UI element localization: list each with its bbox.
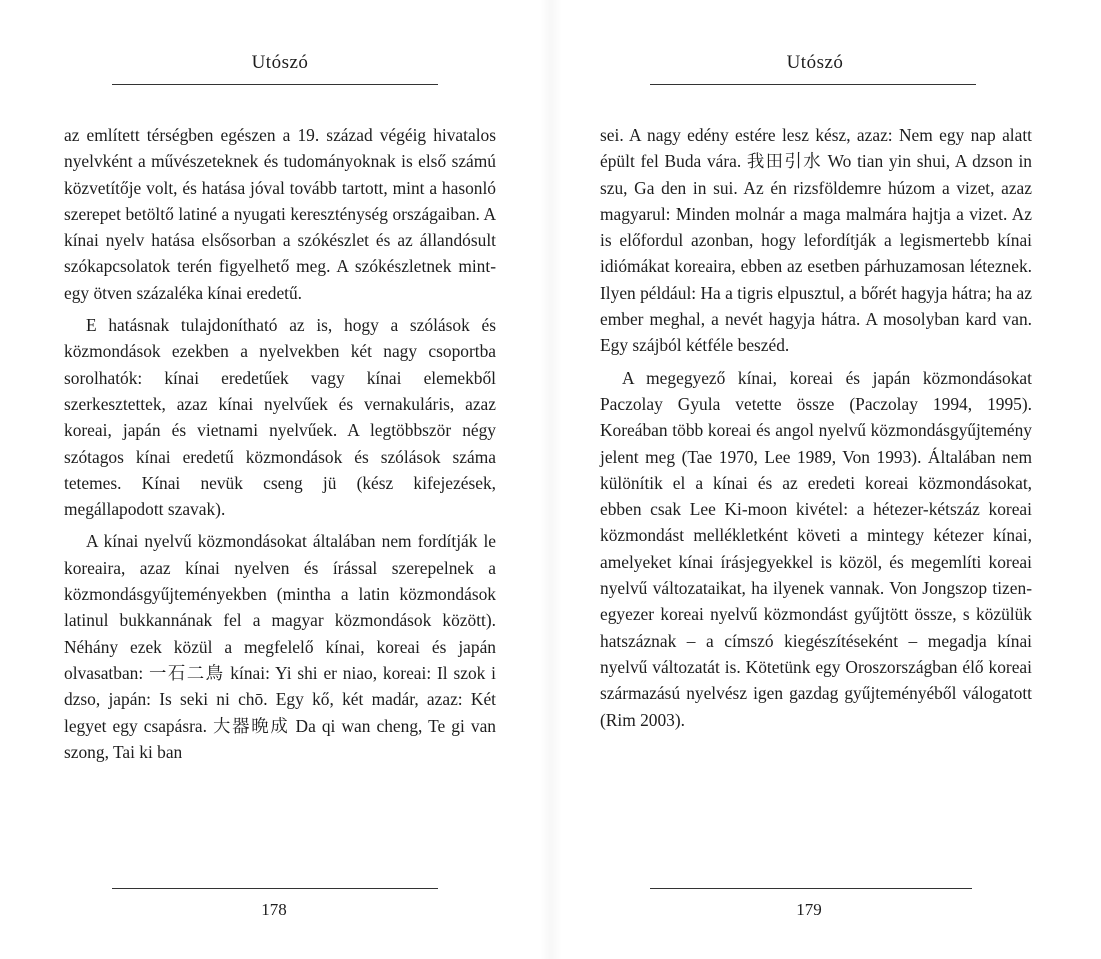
page-number: 178 bbox=[261, 900, 287, 919]
header-rule bbox=[112, 84, 438, 85]
page-body bbox=[64, 122, 496, 765]
page-body bbox=[600, 122, 1032, 733]
page-number: 179 bbox=[796, 900, 822, 919]
left-page bbox=[60, 0, 500, 959]
header-rule bbox=[650, 84, 976, 85]
paragraph: az említett térségben egészen a 19. század végéig hivatalos nyelvként a művészeteknek és tudományoknak is első számú közvetítője volt, és hatása jóval tovább tartott, mint a hasonló szerepet betöltő latiné a nyugati kereszténység országaiban. A kínai nyelv hatása elsősorban a szókészlet és az állandósult szókapcsolatok terén figyelhető meg. A szókészletnek mintegy ötven százaléka kínai eredetű. bbox=[64, 125, 496, 303]
book-gutter bbox=[540, 0, 562, 959]
footer-rule bbox=[650, 888, 972, 889]
footer-rule bbox=[112, 888, 438, 889]
paragraph: E hatásnak tulajdonítható az is, hogy a szólások és közmondások ezekben a nyelvekben két nagy csoportba sorolhatók: kínai eredetűek vagy kínai elemekből szerkesztettek, azaz kínai nyelvűek és vernakuláris, azaz koreai, japán és vietnami nyelvűek. A legtöbbször négy szótagos kínai eredetű közmondások és szólások száma tetemes. Kínai nevük cseng jü (kész kifejezések, megállapodott szavak). bbox=[64, 315, 496, 520]
running-head: Utószó bbox=[251, 52, 309, 73]
paragraph: A megegyező kínai, koreai és japán közmondásokat Paczolay Gyula vetette össze (Paczolay 1994, 1995). Koreában több koreai és angol nyelvű közmondásgyűjtemény jelent meg (Tae 1970, Lee 1989, Von 1993). Általában nem különítik el a kínai és az eredeti koreai közmondásokat, ebben csak Lee Ki-moon kivétel: a hétezer-kétszáz koreai közmondást mellékletként követi a mintegy kétezer kínai, amelyeket kínai írásjegyekkel is közöl, és megemlíti koreai nyelvű változataikat, ha ilyenek vannak. Von Jongszop tizenegyezer koreai nyelvű közmondást gyűjtött össze, s közülük hatszáznak – a címszó kiegészítéseként – megadja kínai nyelvű változatát is. Kötetünk egy Oroszországban élő koreai származású nyelvész igen gazdag gyűjteményéből válogatott (Rim 2003). bbox=[600, 367, 1032, 730]
right-page bbox=[598, 0, 1032, 959]
running-head: Utószó bbox=[786, 52, 844, 73]
paragraph: A kínai nyelvű közmondásokat általában nem fordítják le koreaira, azaz kínai nyelven és írással szerepelnek a közmondásgyűjteményekben (mintha a latin közmondások latinul bukkannának fel a magyar közmondások között). Néhány ezek közül a megfelelő kínai, koreai és japán olvasatban: 一石二鳥 kínai: Yi shi er niao, koreai: Il szok i dzso, japán: Is seki ni chō. Egy kő, két madár, azaz: Két legyet egy csapásra. 大器晩成 Da qi wan cheng, Te gi van szong, Tai ki ban bbox=[64, 531, 496, 762]
paragraph: sei. A nagy edény estére lesz kész, azaz: Nem egy nap alatt épült fel Buda vára. 我田引水 Wo tian yin shui, A dzson in szu, Ga den in sui. Az én rizsföldemre húzom a vizet, azaz magyarul: Minden molnár a maga malmára hajtja a vizet. Az is előfordul azonban, hogy lefordítják a legismertebb kínai idiómákat koreaira, ebben az esetben párhuzamosan léteznek. Ilyen például: Ha a tigris elpusztul, a bőrét hagyja hátra; ha az ember meghal, a nevét hagyja hátra. A mosolyban kard van. Egy szájból kétféle beszéd. bbox=[600, 125, 1032, 356]
